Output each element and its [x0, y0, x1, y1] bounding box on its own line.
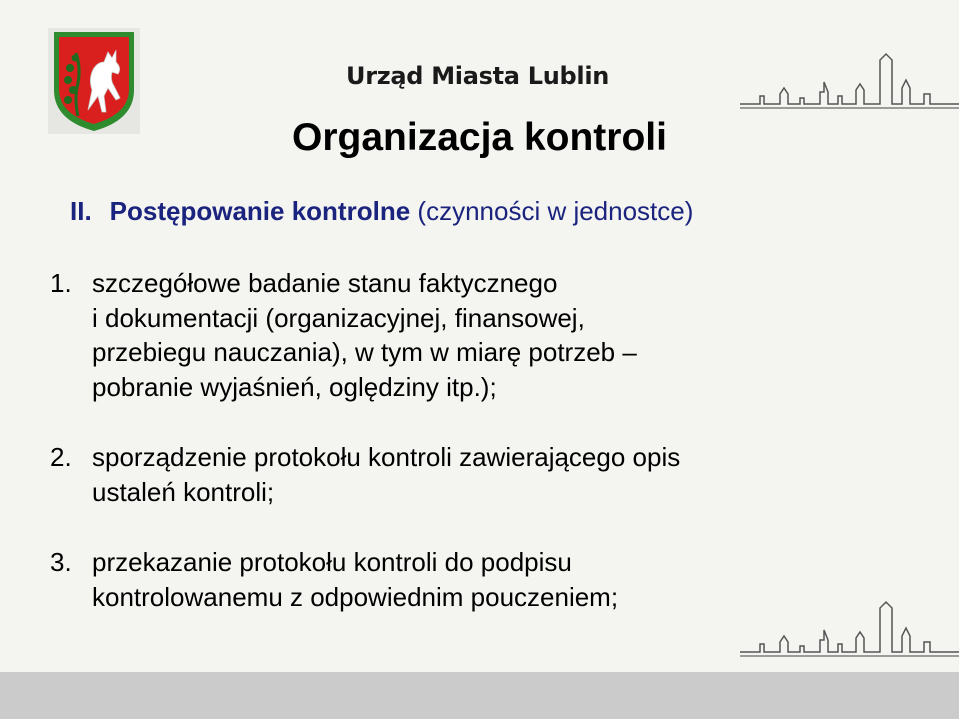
- list-item-line: i dokumentacji (organizacyjnej, finansowej,: [92, 302, 585, 333]
- list-item-number: 2.: [50, 442, 72, 472]
- section-subheading: [70, 196, 693, 227]
- office-name: Urząd Miasta Lublin: [346, 62, 610, 90]
- list-item-line: pobranie wyjaśnień, oględziny itp.);: [92, 371, 497, 402]
- list-item-line: kontrolowanemu z odpowiednim pouczeniem;: [92, 581, 619, 612]
- list-item-line: szczegółowe badanie stanu faktycznego: [92, 268, 558, 298]
- section-number: II.: [70, 196, 92, 226]
- list-item-number: 1.: [50, 268, 72, 298]
- footer-band: [0, 672, 959, 719]
- list-item-line: przebiegu nauczania), w tym w miarę potrzeb –: [92, 337, 637, 367]
- city-skyline-icon: [740, 52, 959, 116]
- section-note: (czynności w jednostce): [417, 196, 694, 226]
- list-item: [50, 440, 930, 509]
- list-item: [50, 266, 930, 404]
- steps-list: [50, 266, 930, 614]
- section-title: Postępowanie kontrolne: [109, 196, 411, 226]
- slide-title: Organizacja kontroli: [292, 116, 667, 159]
- list-item-line: sporządzenie protokołu kontroli zawierającego opis: [92, 442, 681, 472]
- list-item: [50, 545, 930, 614]
- list-item-line: ustaleń kontroli;: [92, 476, 275, 507]
- list-item-line: przekazanie protokołu kontroli do podpisu: [92, 547, 572, 577]
- list-item-number: 3.: [50, 547, 72, 577]
